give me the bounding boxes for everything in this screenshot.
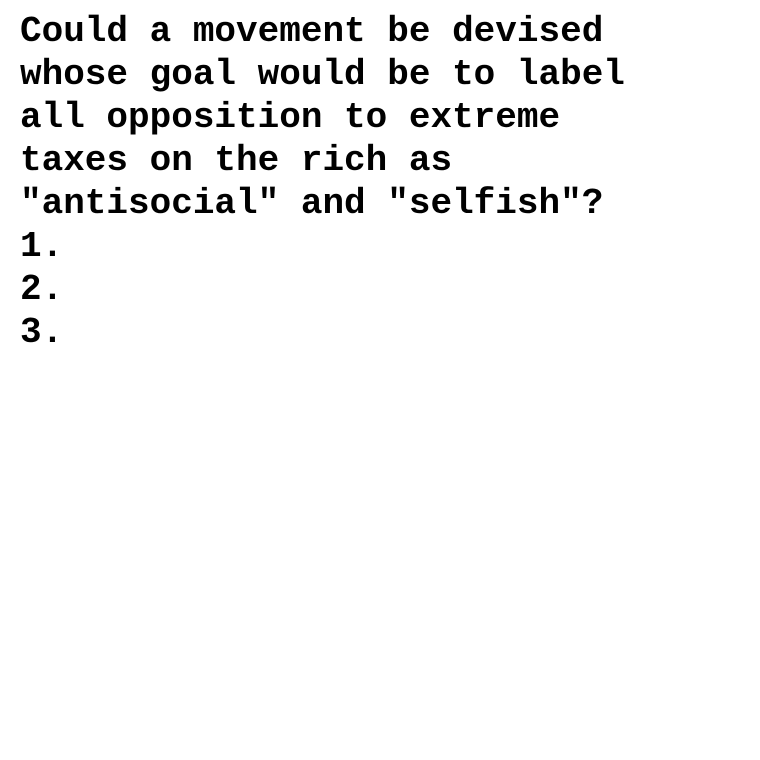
list-item-number: 2.	[20, 269, 64, 310]
question-line: whose goal would be to label	[20, 54, 625, 95]
numbered-list	[20, 225, 740, 354]
list-item-number: 3.	[20, 312, 64, 353]
question-text	[20, 10, 740, 225]
question-line: all opposition to extreme	[20, 97, 561, 138]
question-line: Could a movement be devised	[20, 11, 604, 52]
question-line: "antisocial" and "selfish"?	[20, 183, 604, 224]
list-item-number: 1.	[20, 226, 64, 267]
question-line: taxes on the rich as	[20, 140, 453, 181]
document-body	[20, 10, 740, 354]
